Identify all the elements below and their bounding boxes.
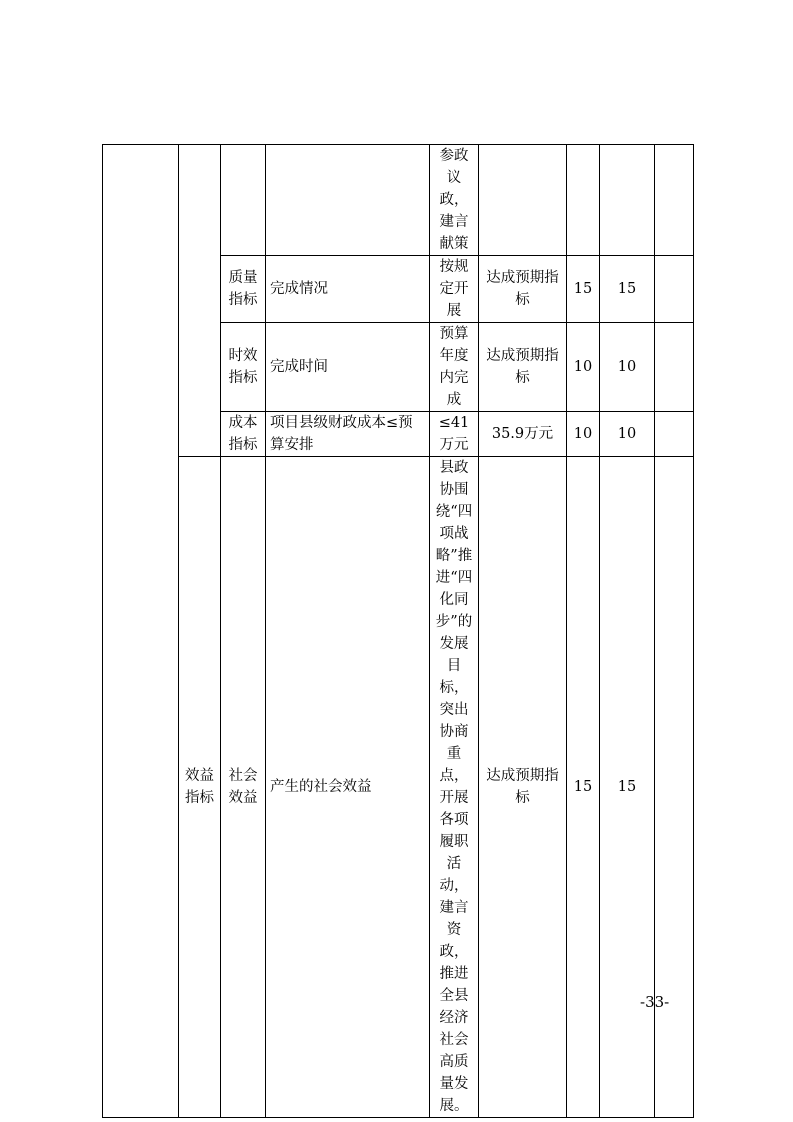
empty-first-column-cell — [103, 145, 179, 1118]
note-cell — [655, 412, 694, 457]
actual-value: 达成预期指标 — [479, 457, 567, 1118]
weight-value: 10 — [567, 412, 600, 457]
target-value: 预算年度内完成 — [430, 323, 479, 412]
actual-value: 达成预期指标 — [479, 256, 567, 323]
empty-weight-cell — [567, 145, 600, 256]
score-value: 10 — [600, 412, 655, 457]
note-cell — [655, 323, 694, 412]
score-value: 10 — [600, 323, 655, 412]
page-number: -33- — [640, 993, 670, 1011]
score-value: 15 — [600, 457, 655, 1118]
empty-score-cell — [600, 145, 655, 256]
sub-category: 成本指标 — [221, 412, 266, 457]
sub-category: 时效指标 — [221, 323, 266, 412]
sub-category: 质量指标 — [221, 256, 266, 323]
empty-note-cell — [655, 145, 694, 256]
target-value: ≤41万元 — [430, 412, 479, 457]
note-cell — [655, 256, 694, 323]
target-value: 按规定开展 — [430, 256, 479, 323]
target-value: 参政议政，建言献策 — [430, 145, 479, 256]
empty-subcategory-cell — [221, 145, 266, 256]
table-row — [103, 145, 694, 256]
weight-value: 15 — [567, 256, 600, 323]
performance-indicator-table — [102, 144, 694, 1118]
empty-actual-cell — [479, 145, 567, 256]
weight-value: 15 — [567, 457, 600, 1118]
indicator-name: 完成时间 — [266, 323, 430, 412]
actual-value: 35.9万元 — [479, 412, 567, 457]
score-value: 15 — [600, 256, 655, 323]
actual-value: 达成预期指标 — [479, 323, 567, 412]
indicator-name: 产生的社会效益 — [266, 457, 430, 1118]
sub-category: 社会效益 — [221, 457, 266, 1118]
target-value: 县政协围绕“四项战略”推进“四化同步”的发展目标，突出协商重点，开展各项履职活动，建言资政，推进全县经济社会高质量发展。 — [430, 457, 479, 1118]
category-name: 效益指标 — [179, 457, 221, 1118]
note-cell — [655, 457, 694, 1118]
empty-indicator-cell — [266, 145, 430, 256]
empty-category-cell — [179, 145, 221, 457]
weight-value: 10 — [567, 323, 600, 412]
table-row — [103, 457, 694, 1118]
indicator-name: 完成情况 — [266, 256, 430, 323]
indicator-name: 项目县级财政成本≤预算安排 — [266, 412, 430, 457]
